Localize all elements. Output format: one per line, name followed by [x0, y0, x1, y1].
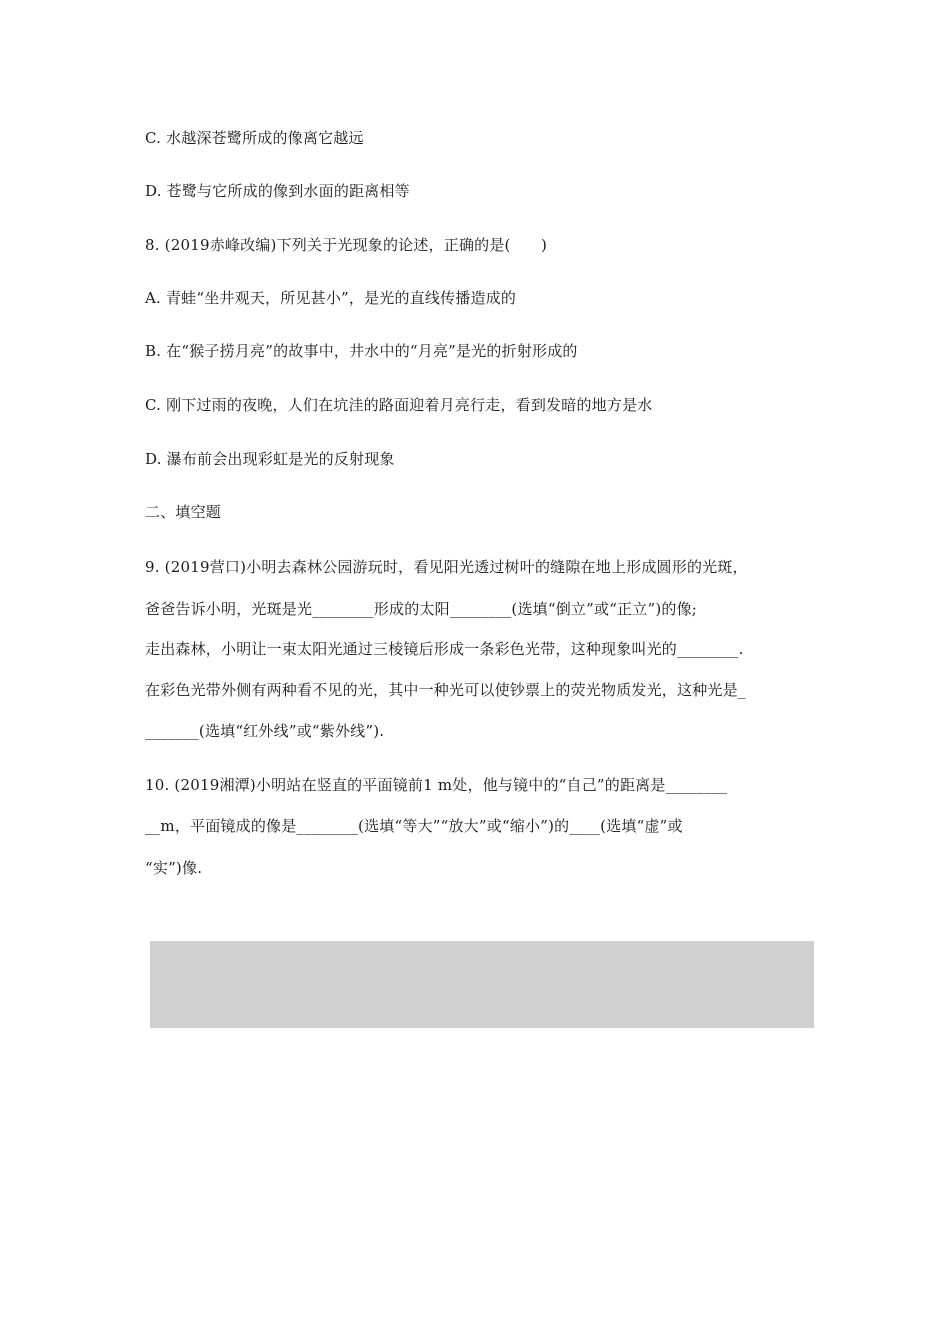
q8-stem: 8. (2019赤峰改编)下列关于光现象的论述，正确的是( ): [145, 236, 548, 254]
q7-option-d: D. 苍鹭与它所成的像到水面的距离相等: [145, 182, 410, 200]
q8-option-d: D. 瀑布前会出现彩虹是光的反射现象: [145, 450, 395, 468]
q9-line-2: 爸爸告诉小明，光斑是光________形成的太阳________(选填“倒立”或“正立”)的像;: [145, 600, 698, 618]
gray-placeholder-box: [150, 941, 814, 1028]
q9-line-1: 9. (2019营口)小明去森林公园游玩时，看见阳光透过树叶的缝隙在地上形成圆形的光斑，: [145, 558, 748, 576]
q9-line-4: 在彩色光带外侧有两种看不见的光，其中一种光可以使钞票上的荧光物质发光，这种光是_: [145, 681, 746, 699]
section-title: 二、填空题: [145, 503, 222, 521]
q10-line-3: “实”)像.: [145, 859, 203, 877]
q8-option-c: C. 刚下过雨的夜晚，人们在坑洼的路面迎着月亮行走，看到发暗的地方是水: [145, 396, 653, 414]
q7-option-c: C. 水越深苍鹭所成的像离它越远: [145, 129, 364, 147]
q8-option-a: A. 青蛙“坐井观天，所见甚小”，是光的直线传播造成的: [145, 289, 517, 307]
q10-line-1: 10. (2019湘潭)小明站在竖直的平面镜前1 m处，他与镜中的“自己”的距离是________: [145, 776, 728, 794]
q10-line-2: __m，平面镜成的像是________(选填“等大”“放大”或“缩小”)的____(选填“虚”或: [145, 817, 683, 835]
q8-option-b: B. 在“猴子捞月亮”的故事中，井水中的“月亮”是光的折射形成的: [145, 342, 578, 360]
q9-line-3: 走出森林，小明让一束太阳光通过三棱镜后形成一条彩色光带，这种现象叫光的________.: [145, 640, 744, 658]
q9-line-5: _______(选填“红外线”或“紫外线”).: [145, 722, 385, 740]
